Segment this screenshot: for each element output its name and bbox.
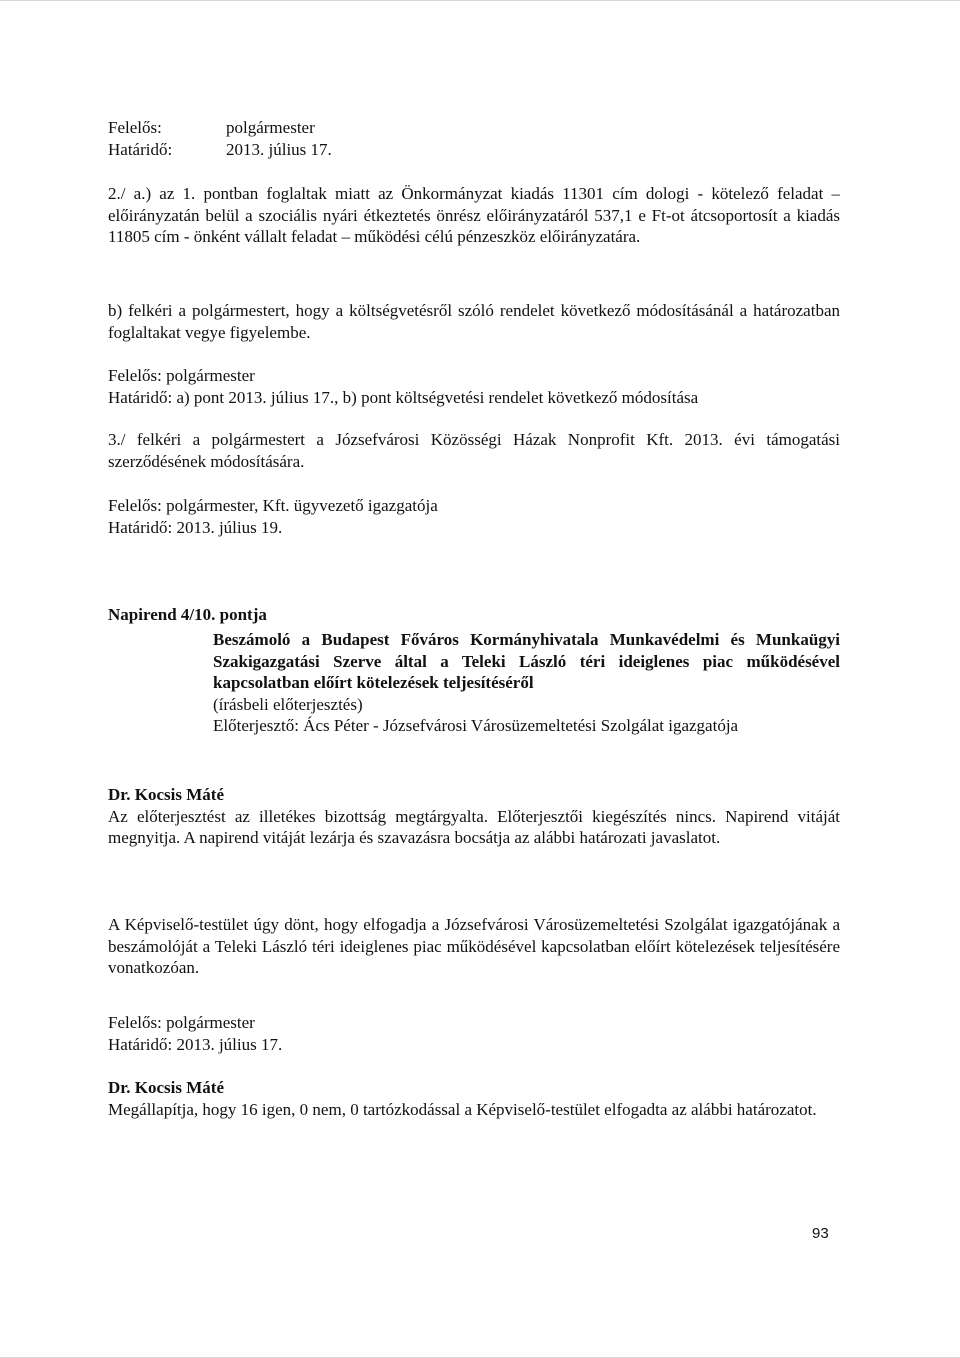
resolution-paragraph: A Képviselő-testület úgy dönt, hogy elfogadja a Józsefvárosi Városüzemeltetési Szolgálat igazgatójának a beszámolóját a Teleki László téri ideiglenes piac működésével kapcsolatban előírt kötelezések teljesítésére vonatkozóan. [108,915,840,977]
deadline-line: Határidő: a) pont 2013. július 17., b) pont költségvetési rendelet következő módosítása [108,387,699,407]
item-2a-paragraph: 2./ a.) az 1. pontban foglaltak miatt az Önkormányzat kiadás 11301 cím dologi - kötelező feladat – előirányzatán belül a szociális nyári étkeztetés önrész előirányzatáról 537,1 e Ft-ot átcsoportosít a kiadás 11805 cím - önként vállalt feladat – működési célú pénzeszköz előirányzatára. [108,184,840,246]
deadline-line: Határidő: 2013. július 19. [108,517,283,537]
speaker-text: Megállapítja, hogy 16 igen, 0 nem, 0 tartózkodással a Képviselő-testület elfogadta az alábbi határozatot. [108,1099,817,1119]
item-2b-paragraph: b) felkéri a polgármestert, hogy a költségvetésről szóló rendelet következő módosításánál a határozatban foglaltakat vegye figyelembe. [108,301,840,342]
item-3-paragraph: 3./ felkéri a polgármestert a Józsefvárosi Közösségi Házak Nonprofit Kft. 2013. évi támogatási szerződésének módosítására. [108,430,840,471]
deadline-value: 2013. július 17. [226,139,332,159]
responsible-label: Felelős: [108,118,162,137]
agenda-number: Napirend 4/10. pontja [108,605,267,624]
agenda-presenter: Előterjesztő: Ács Péter - Józsefvárosi Városüzemeltetési Szolgálat igazgatója [213,716,739,735]
agenda-heading [213,629,840,737]
page-number: 93 [812,1225,829,1242]
responsible-deadline-block-3 [108,495,840,538]
scan-edge-line [0,0,960,1]
responsible-deadline-block-4 [108,1012,840,1055]
agenda-type: (írásbeli előterjesztés) [213,694,363,714]
responsible-line: Felelős: polgármester [108,366,255,385]
responsible-value: polgármester [226,118,315,137]
speaker-name: Dr. Kocsis Máté [108,1078,224,1097]
responsible-line: Felelős: polgármester, Kft. ügyvezető igazgatója [108,496,438,515]
responsible-line: Felelős: polgármester [108,1013,255,1032]
responsible-deadline-block-1 [108,117,840,160]
speaker-name: Dr. Kocsis Máté [108,785,224,804]
agenda-title: Beszámoló a Budapest Főváros Kormányhivatala Munkavédelmi és Munkaügyi Szakigazgatási Szerve által a Teleki László téri ideiglenes piac működésével kapcsolatban előírt kötelezések teljesítéséről [213,630,840,692]
speaker-block-2 [108,1077,840,1120]
deadline-label: Határidő: [108,139,173,159]
speaker-block-1 [108,784,840,849]
responsible-deadline-block-2 [108,365,840,408]
deadline-line: Határidő: 2013. július 17. [108,1034,283,1054]
speaker-text: Az előterjesztést az illetékes bizottság megtárgyalta. Előterjesztői kiegészítés nincs. Napirend vitáját megnyitja. A napirend vitáját lezárja és szavazásra bocsátja az alábbi határozati javaslatot. [108,806,840,847]
